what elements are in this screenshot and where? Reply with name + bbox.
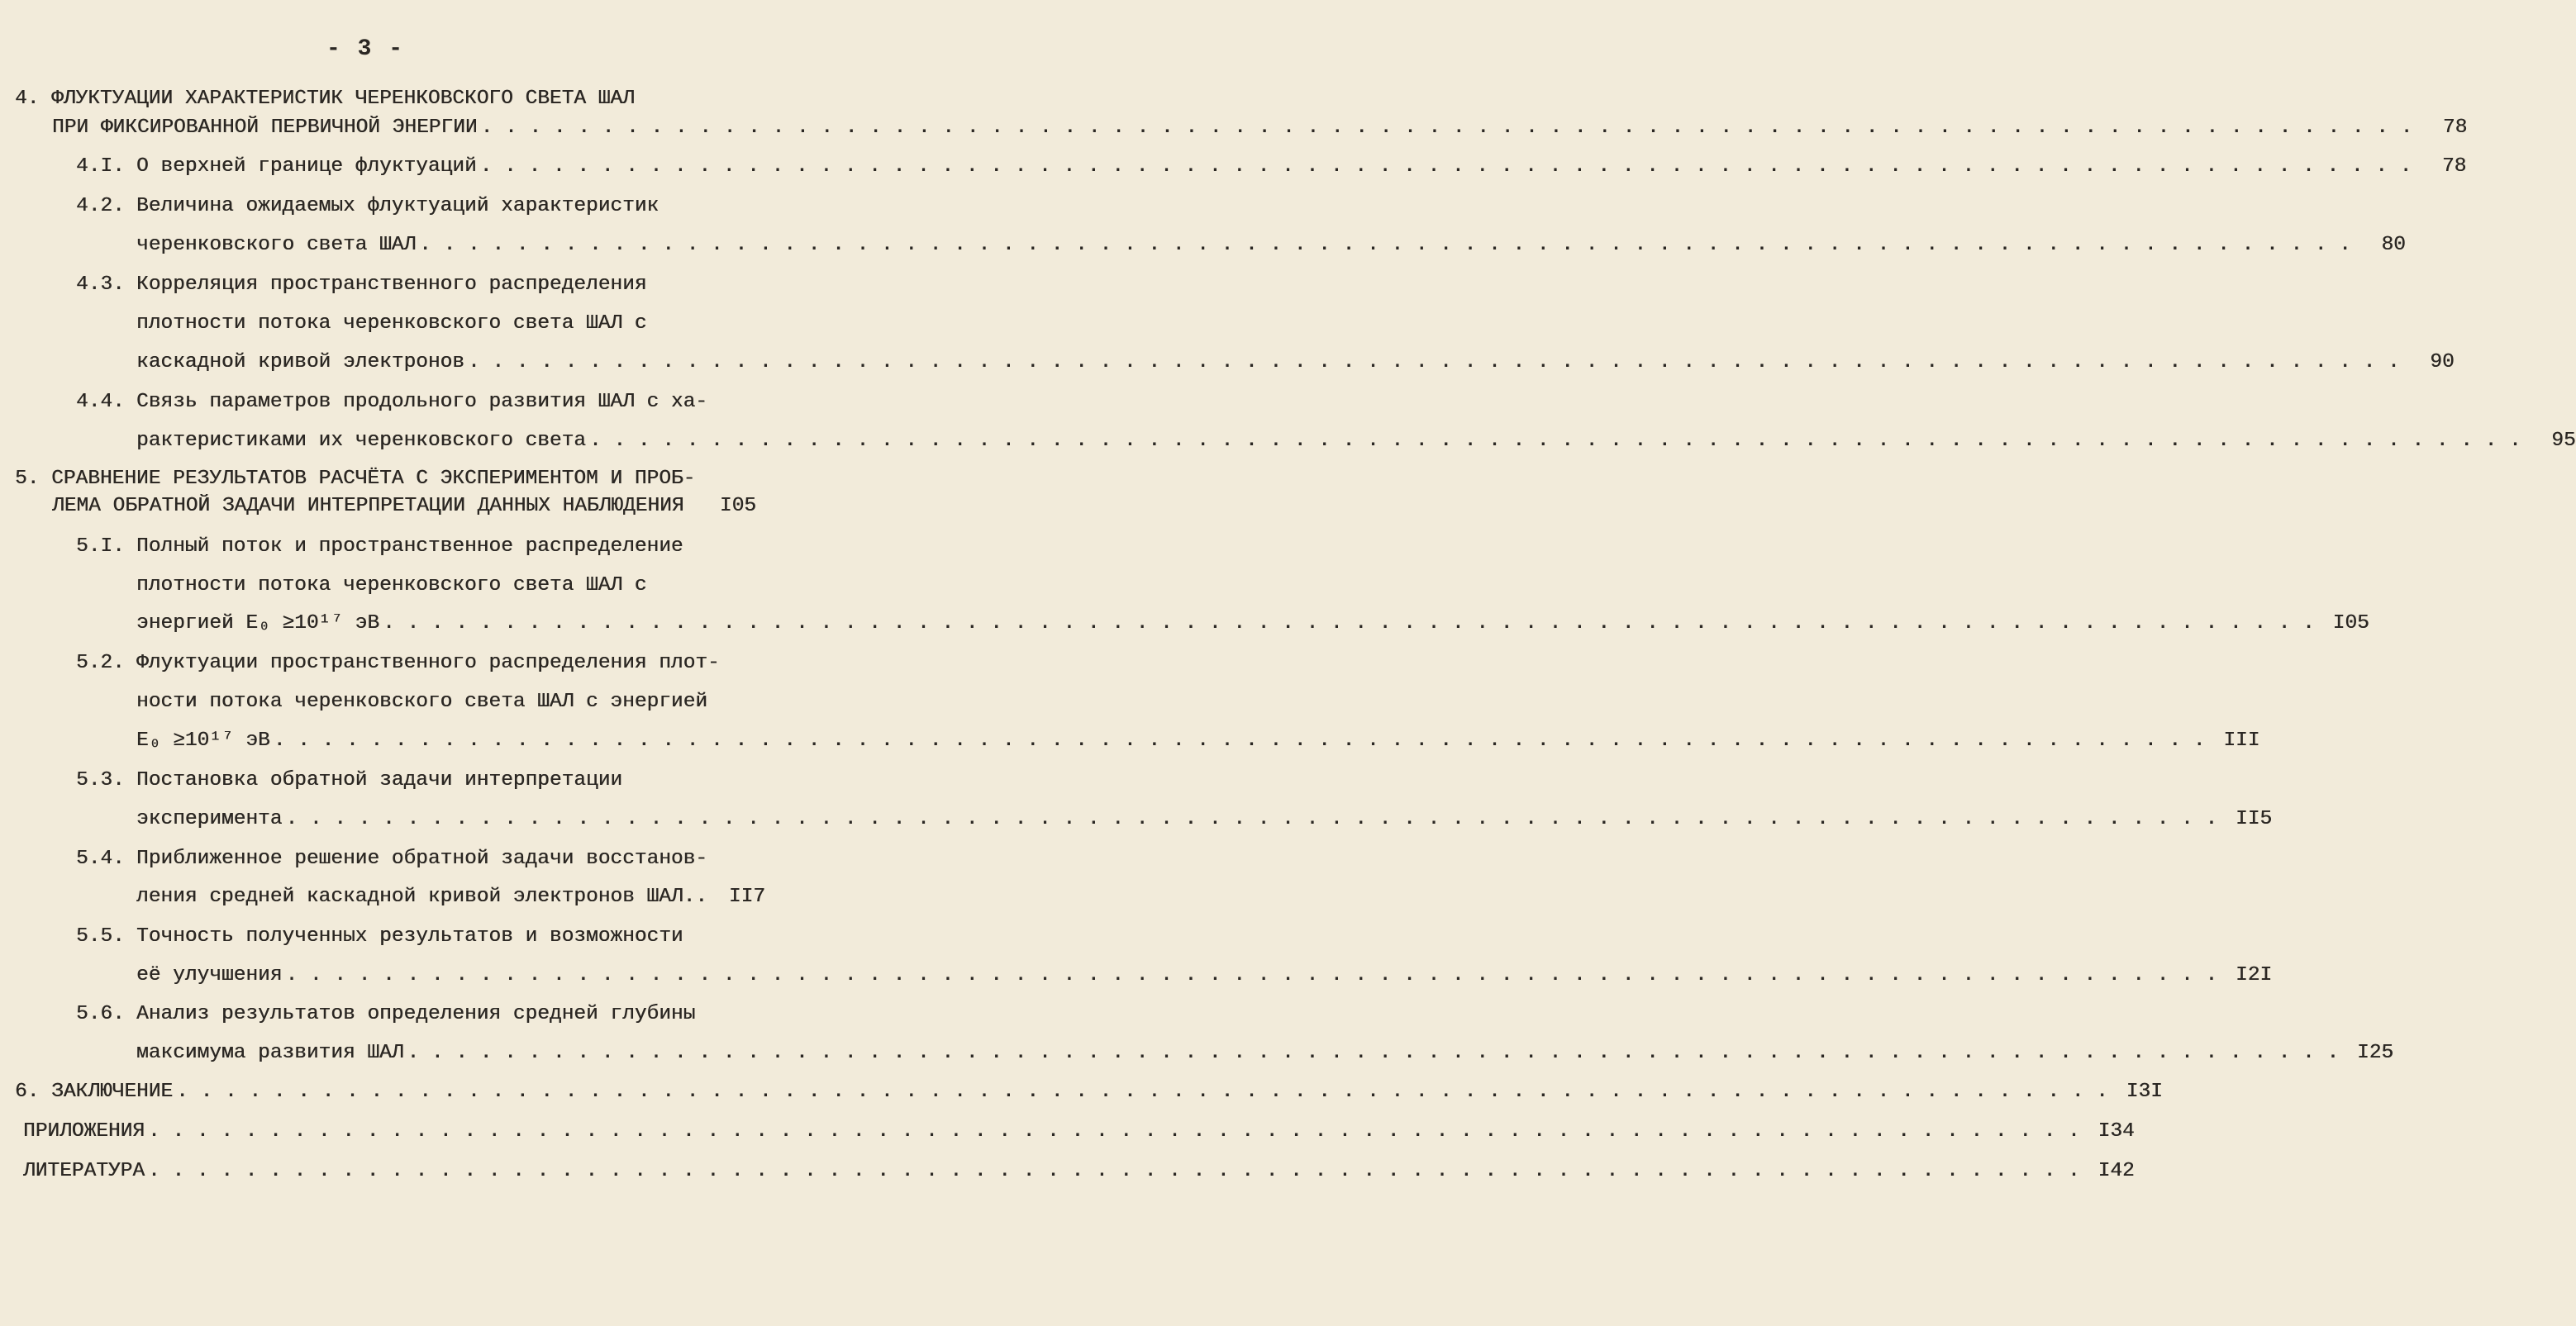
toc-line	[136, 611, 2369, 636]
toc-entry-text: 6. ЗАКЛЮЧЕНИЕ	[15, 1081, 174, 1103]
toc-page-number: II5	[2236, 808, 2273, 830]
toc-line	[136, 807, 2273, 832]
toc-entry-text: энергией E₀ ≥10¹⁷ эВ	[136, 612, 380, 634]
leader-dots	[688, 494, 702, 519]
toc-entry-text: ления средней каскадной кривой электронов ШАЛ..	[136, 886, 708, 908]
toc-line	[76, 847, 708, 872]
toc-page-number: 78	[2441, 155, 2467, 178]
toc-entry-text: Флуктуации пространственного распределения плот-	[136, 652, 720, 674]
toc-line	[136, 963, 2273, 988]
toc-section-number: 5.3.	[76, 769, 125, 791]
toc-line	[136, 429, 2576, 454]
toc-section-number: 5.2.	[76, 652, 125, 674]
toc-line	[76, 768, 623, 793]
toc-section-number: 4.I.	[76, 155, 125, 178]
leader-dots: . . . . . . . . . . . . . . . . . . . . . . . . . . . . . . . . . . . . . . . . . . . . . . . . . . . . . . . . . . . . . . . . . . . . . . . . . . . . . . . .	[148, 1120, 2080, 1143]
toc-line	[76, 924, 683, 949]
toc-entry-text: каскадной кривой электронов	[136, 351, 464, 373]
toc-page-number: 95	[2551, 430, 2576, 452]
toc-page-number: I3I	[2126, 1081, 2163, 1103]
toc-line	[15, 1080, 2163, 1105]
leader-dots: . . . . . . . . . . . . . . . . . . . . . . . . . . . . . . . . . . . . . . . . . . . . . . . . . . . . . . . . . . . . . . . . . . . . . . . . . . . . . . . .	[176, 1081, 2108, 1103]
toc-page-number: 90	[2430, 351, 2455, 373]
toc-page-number: I34	[2097, 1120, 2135, 1143]
toc-entry-text: Приближенное решение обратной задачи восстанов-	[136, 848, 708, 870]
toc-section-number: 4.2.	[76, 195, 125, 217]
toc-entry-text: плотности потока черенковского света ШАЛ с	[136, 312, 647, 335]
toc-line	[76, 651, 720, 676]
toc-page-number: 78	[2442, 116, 2468, 139]
toc-entry-text: Анализ результатов определения средней глубины	[136, 1003, 696, 1025]
toc-line	[136, 350, 2455, 375]
toc-entry-text: Величина ожидаемых флуктуаций характеристик	[136, 195, 659, 217]
toc-line	[23, 1159, 2135, 1184]
toc-page-number: I05	[719, 495, 756, 517]
toc-entry-text: 4. ФЛУКТУАЦИИ ХАРАКТЕРИСТИК ЧЕРЕНКОВСКОГО СВЕТА ШАЛ	[15, 88, 635, 110]
toc-entry-text: ности потока черенковского света ШАЛ с энергией	[136, 691, 708, 713]
toc-page-number: I05	[2332, 612, 2369, 634]
toc-entry-text: Точность полученных результатов и возможности	[136, 925, 683, 948]
toc-entry-text: максимума развития ШАЛ	[136, 1042, 404, 1064]
toc-line	[52, 494, 756, 519]
leader-dots: . . . . . . . . . . . . . . . . . . . . . . . . . . . . . . . . . . . . . . . . . . . . . . . . . . . . . . . . . . . . . . . . . . . . . . . . . . . . . . . .	[589, 430, 2521, 452]
toc-entry-text: плотности потока черенковского света ШАЛ с	[136, 574, 647, 596]
toc-line	[76, 1002, 696, 1027]
toc-entry-text: рактеристиками их черенковского света	[136, 430, 586, 452]
toc-line	[136, 729, 2260, 753]
toc-line	[136, 690, 707, 715]
toc-entry-text: Корреляция пространственного распределения	[136, 273, 647, 296]
toc-line	[52, 116, 2468, 140]
toc-entry-text: её улучшения	[136, 964, 283, 986]
toc-line	[136, 573, 647, 598]
toc-entry-text: Постановка обратной задачи интерпретации	[136, 769, 623, 791]
leader-dots: . . . . . . . . . . . . . . . . . . . . . . . . . . . . . . . . . . . . . . . . . . . . . . . . . . . . . . . . . . . . . . . . . . . . . . . . . . . . . . . .	[148, 1160, 2080, 1182]
toc-entry-text: ПРИЛОЖЕНИЯ	[23, 1120, 145, 1143]
toc-page-number: I2I	[2236, 964, 2273, 986]
toc-line	[136, 1041, 2394, 1066]
toc-entry-text: ЛИТЕРАТУРА	[23, 1160, 145, 1182]
toc-section-number: 5.6.	[76, 1003, 125, 1025]
toc-line	[136, 311, 647, 336]
leader-dots: . . . . . . . . . . . . . . . . . . . . . . . . . . . . . . . . . . . . . . . . . . . . . . . . . . . . . . . . . . . . . . . . . . . . . . . . . . . . . . . .	[285, 964, 2218, 986]
toc-entry-text: ЛЕМА ОБРАТНОЙ ЗАДАЧИ ИНТЕРПРЕТАЦИИ ДАННЫХ НАБЛЮДЕНИЯ	[52, 495, 684, 517]
toc-line	[23, 1119, 2135, 1144]
leader-dots: . . . . . . . . . . . . . . . . . . . . . . . . . . . . . . . . . . . . . . . . . . . . . . . . . . . . . . . . . . . . . . . . . . . . . . . . . . . . . . . .	[480, 116, 2413, 139]
toc-line	[136, 885, 766, 910]
toc-page-number: I42	[2097, 1160, 2135, 1182]
toc-section-number: 4.4.	[76, 391, 125, 413]
toc-entry-text: ПРИ ФИКСИРОВАННОЙ ПЕРВИЧНОЙ ЭНЕРГИИ	[52, 116, 478, 139]
toc-entry-text: Связь параметров продольного развития ШАЛ с ха-	[136, 391, 708, 413]
leader-dots: . . . . . . . . . . . . . . . . . . . . . . . . . . . . . . . . . . . . . . . . . . . . . . . . . . . . . . . . . . . . . . . . . . . . . . . . . . . . . . . .	[479, 155, 2412, 178]
toc-page-number: I25	[2357, 1042, 2394, 1064]
toc-section-number: 5.I.	[76, 535, 125, 558]
toc-section-number: 4.3.	[76, 273, 125, 296]
toc-entry-text: Полный поток и пространственное распределение	[136, 535, 683, 558]
toc-line	[76, 194, 659, 219]
toc-section-number: 5.4.	[76, 848, 125, 870]
toc-line	[136, 233, 2406, 258]
toc-entry-text: эксперимента	[136, 808, 283, 830]
toc-line	[76, 390, 708, 415]
toc-entry-text: О верхней границе флуктуаций	[136, 155, 477, 178]
toc-line	[76, 154, 2467, 179]
toc-section-number: 5.5.	[76, 925, 125, 948]
leader-dots: . . . . . . . . . . . . . . . . . . . . . . . . . . . . . . . . . . . . . . . . . . . . . . . . . . . . . . . . . . . . . . . . . . . . . . . . . . . . . . . .	[419, 234, 2351, 256]
toc-page-number: 80	[2381, 234, 2406, 256]
toc-entry-text: E₀ ≥10¹⁷ эВ	[136, 730, 270, 752]
toc-line	[76, 273, 647, 297]
leader-dots: . . . . . . . . . . . . . . . . . . . . . . . . . . . . . . . . . . . . . . . . . . . . . . . . . . . . . . . . . . . . . . . . . . . . . . . . . . . . . . . .	[273, 730, 2206, 752]
toc-line	[15, 467, 695, 492]
toc-entry-text: 5. СРАВНЕНИЕ РЕЗУЛЬТАТОВ РАСЧЁТА С ЭКСПЕРИМЕНТОМ И ПРОБ-	[15, 468, 696, 490]
leader-dots: . . . . . . . . . . . . . . . . . . . . . . . . . . . . . . . . . . . . . . . . . . . . . . . . . . . . . . . . . . . . . . . . . . . . . . . . . . . . . . . .	[383, 612, 2315, 634]
toc-entry-text: черенковского света ШАЛ	[136, 234, 417, 256]
leader-dots: . . . . . . . . . . . . . . . . . . . . . . . . . . . . . . . . . . . . . . . . . . . . . . . . . . . . . . . . . . . . . . . . . . . . . . . . . . . . . . . .	[407, 1042, 2340, 1064]
toc-line	[15, 87, 635, 112]
toc-line	[76, 535, 683, 559]
leader-dots: . . . . . . . . . . . . . . . . . . . . . . . . . . . . . . . . . . . . . . . . . . . . . . . . . . . . . . . . . . . . . . . . . . . . . . . . . . . . . . . .	[467, 351, 2400, 373]
toc-page-number: II7	[728, 886, 766, 908]
toc-page-number: III	[2223, 730, 2260, 752]
page-number: - 3 -	[326, 36, 405, 62]
leader-dots: . . . . . . . . . . . . . . . . . . . . . . . . . . . . . . . . . . . . . . . . . . . . . . . . . . . . . . . . . . . . . . . . . . . . . . . . . . . . . . . .	[285, 808, 2218, 830]
